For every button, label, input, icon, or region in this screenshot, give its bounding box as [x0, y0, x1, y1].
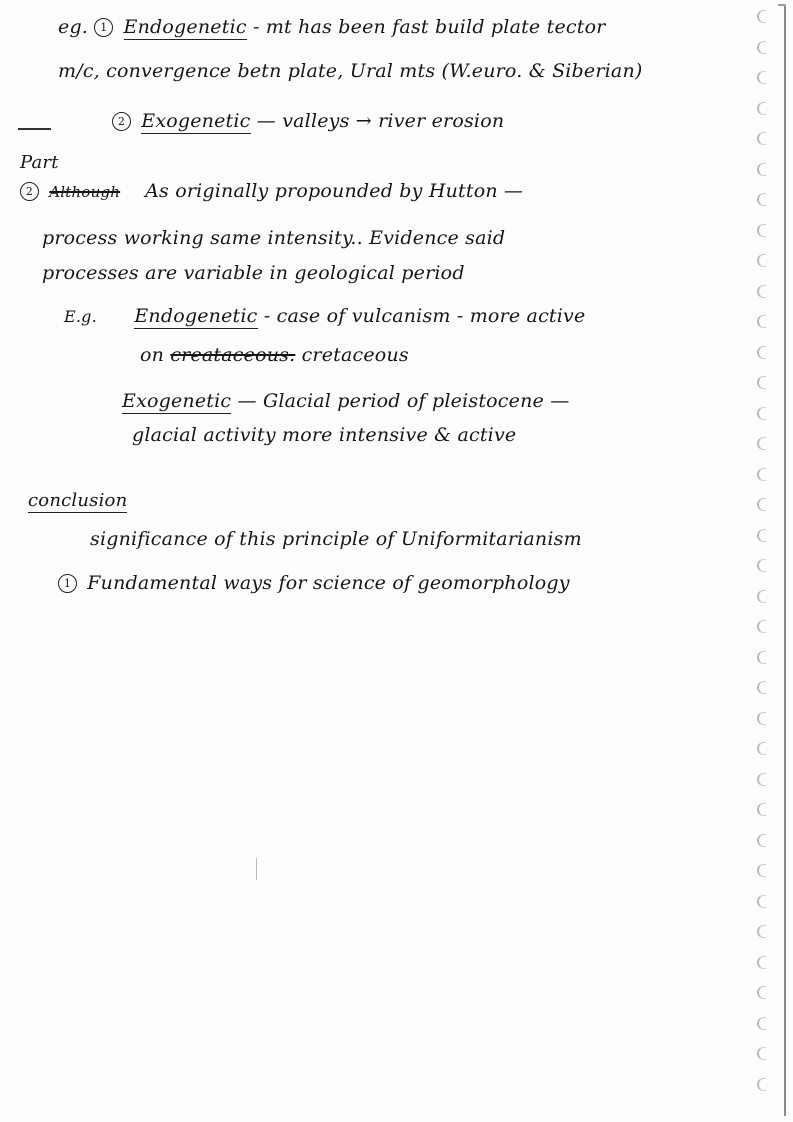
binding-hole-icon	[757, 254, 766, 267]
binding-hole-icon	[757, 224, 766, 237]
binding-hole-icon	[757, 864, 766, 877]
conclusion-heading	[28, 490, 127, 511]
binding-hole-icon	[757, 1017, 766, 1030]
part-label	[20, 152, 59, 173]
heading-exogenetic: Exogenetic	[122, 390, 232, 412]
binding-hole-icon	[757, 163, 766, 176]
binding-hole-icon	[757, 407, 766, 420]
binding-hole-icon	[757, 559, 766, 572]
circled-number-1-icon: 1	[94, 18, 113, 37]
binding-hole-icon	[757, 1078, 766, 1091]
binding-hole-icon	[757, 956, 766, 969]
binding-hole-icon	[757, 346, 766, 359]
circled-number-2-icon: 2	[20, 182, 39, 201]
cretaceous-text: cretaceous	[301, 344, 409, 366]
binding-hole-icon	[757, 468, 766, 481]
circled-number-1-icon: 1	[58, 574, 77, 593]
binding-hole-icon	[757, 10, 766, 23]
heading-endogenetic: Endogenetic	[134, 305, 258, 327]
separator-dash	[18, 128, 51, 130]
eg-prefix: E.g.	[64, 307, 97, 326]
binding-hole-icon	[757, 925, 766, 938]
binding-hole-icon	[757, 712, 766, 725]
convergence-text: m/c, convergence betn plate, Ural mts (W.euro. & Siberian)	[58, 60, 643, 82]
binding-hole-icon	[757, 834, 766, 847]
scan-speck	[256, 858, 257, 880]
binding-hole-icon	[757, 895, 766, 908]
significance-text: significance of this principle of Uniformitarianism	[90, 528, 582, 550]
part-label-text: Part	[20, 152, 59, 173]
binding-hole-icon	[757, 590, 766, 603]
part2-endo-line	[64, 305, 585, 327]
binding-hole-icon	[757, 1047, 766, 1060]
on-text: on	[140, 344, 165, 366]
struck-word: Although	[49, 183, 121, 201]
glacial-period-text: — Glacial period of pleistocene —	[237, 390, 570, 412]
binding-hole-icon	[757, 285, 766, 298]
binding-hole-icon	[757, 620, 766, 633]
eg-prefix: eg.	[58, 16, 89, 38]
exogenetic-text: — valleys → river erosion	[256, 110, 505, 132]
binding-hole-icon	[757, 681, 766, 694]
binding-hole-icon	[757, 132, 766, 145]
binding-hole-icon	[757, 437, 766, 450]
binding-hole-icon	[757, 71, 766, 84]
binding-holes	[755, 0, 775, 1122]
binding-hole-icon	[757, 742, 766, 755]
heading-endogenetic: Endogenetic	[123, 16, 247, 38]
example-line-1	[58, 16, 606, 38]
process-intensity-text: process working same intensity.. Evidence said	[42, 227, 506, 249]
binding-hole-icon	[757, 651, 766, 664]
binding-hole-icon	[757, 41, 766, 54]
binding-hole-icon	[757, 376, 766, 389]
heading-exogenetic: Exogenetic	[141, 110, 251, 132]
binding-hole-icon	[757, 193, 766, 206]
variable-processes-text: processes are variable in geological period	[42, 262, 465, 284]
binding-edge-line	[784, 6, 786, 1116]
part2-line-1	[20, 180, 523, 202]
example-line-2	[58, 60, 643, 82]
glacial-activity-text: glacial activity more intensive & active	[132, 424, 517, 446]
part2-exo-line-2	[132, 424, 516, 446]
part2-endo-line-2	[140, 344, 409, 366]
part2-exo-line	[122, 390, 569, 412]
endogenetic-text: - mt has been fast build plate tector	[252, 16, 606, 38]
fundamental-ways-text: Fundamental ways for science of geomorphology	[87, 572, 570, 594]
struck-creataceous: creataceous.	[170, 344, 296, 366]
example-line-3	[112, 110, 504, 132]
binding-hole-icon	[757, 773, 766, 786]
vulcanism-text: - case of vulcanism - more active	[263, 305, 586, 327]
conclusion-line-1	[90, 528, 582, 550]
binding-hole-icon	[757, 803, 766, 816]
binding-hole-icon	[757, 529, 766, 542]
part2-line-3	[42, 262, 465, 284]
conclusion-heading-text: conclusion	[28, 490, 128, 511]
part2-line-2	[42, 227, 505, 249]
binding-hole-icon	[757, 102, 766, 115]
binding-hole-icon	[757, 315, 766, 328]
conclusion-point-1	[58, 572, 570, 594]
hutton-text: As originally propounded by Hutton —	[145, 180, 524, 202]
binding-hole-icon	[757, 986, 766, 999]
binding-hole-icon	[757, 498, 766, 511]
circled-number-2-icon: 2	[112, 112, 131, 131]
